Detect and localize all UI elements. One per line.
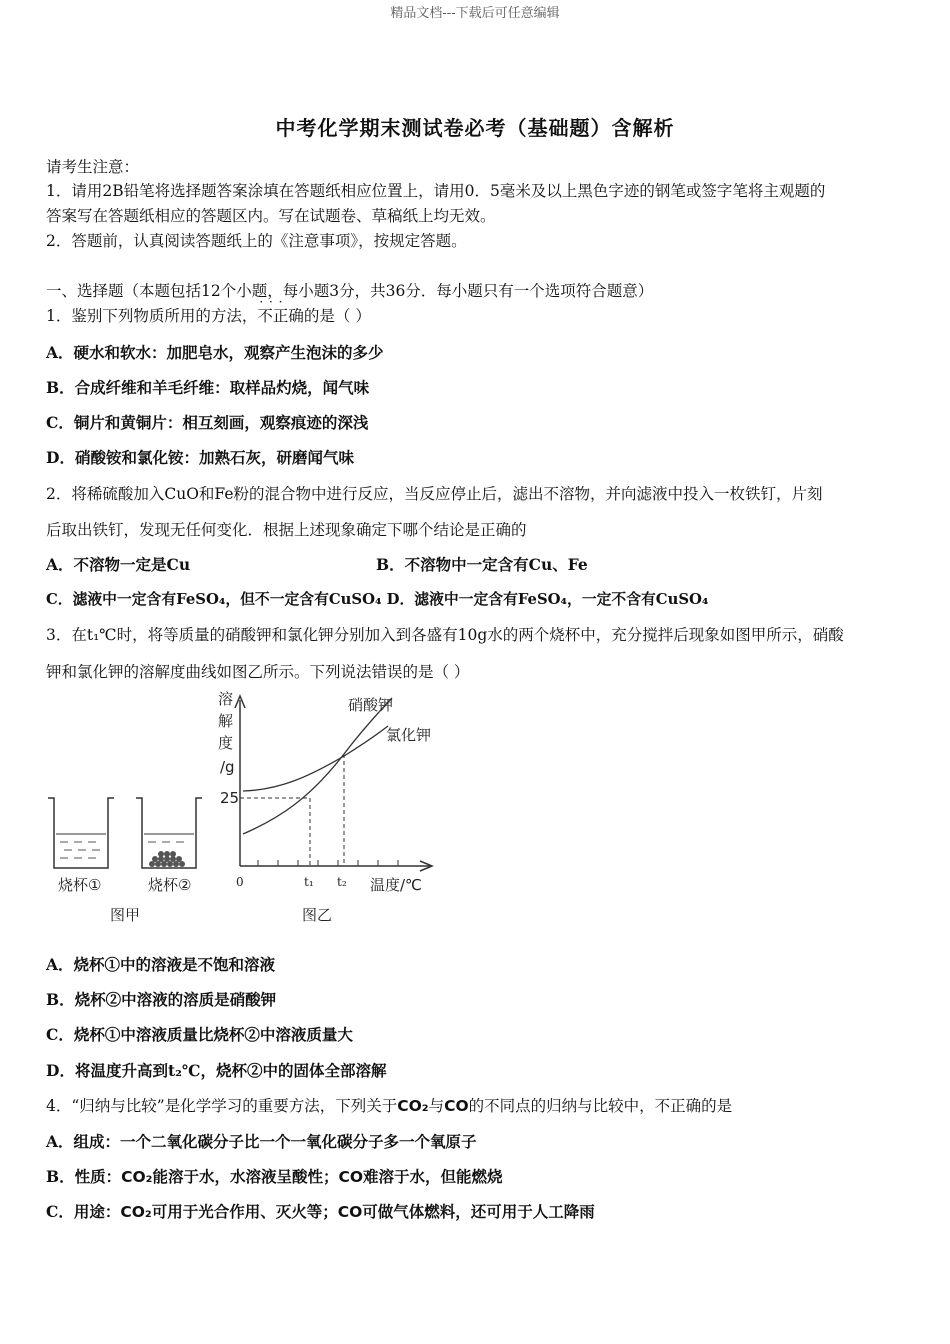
question-2-option-b: B．不溶物中一定含有Cu、Fe — [376, 555, 588, 574]
beaker-2-label: 烧杯② — [148, 876, 192, 894]
question-2-options-cd — [46, 588, 708, 609]
co2-formula: CO₂ — [397, 1097, 429, 1115]
question-1-option-c: C．铜片和黄铜片：相互刻画，观察痕迹的深浅 — [46, 413, 369, 432]
page-header: 精品文档---下载后可任意编辑 — [390, 6, 560, 21]
option-b-prefix: B．性质： — [46, 1167, 122, 1186]
notice-heading: 请考生注意： — [46, 158, 140, 176]
potassium-nitrate-curve — [243, 698, 392, 834]
question-1-stem — [46, 304, 371, 326]
question-4-stem-mid: 与 — [428, 1097, 445, 1115]
curve-label-potassium-nitrate: 硝酸钾 — [348, 696, 394, 714]
notice-line-2: 答案写在答题纸相应的答题区内。写在试题卷、草稿纸上均无效。 — [46, 207, 496, 225]
question-3-stem-line-2: 钾和氯化钾的溶解度曲线如图乙所示。下列说法错误的是（ ） — [46, 663, 470, 681]
x-axis-label: 温度/℃ — [370, 876, 422, 894]
question-3-figure — [40, 688, 460, 928]
beaker-2 — [136, 798, 202, 868]
option-b-co2: CO₂ — [121, 1168, 153, 1186]
question-2-option-c: C．滤液中一定含有FeSO₄，但不一定含有CuSO₄ — [46, 591, 382, 608]
y-tick-25: 25 — [220, 789, 240, 807]
question-4-option-c — [46, 1200, 595, 1222]
option-c-end: 可做气体燃料，还可用于人工降雨 — [362, 1202, 595, 1221]
potassium-chloride-curve — [243, 726, 388, 791]
x-origin-label: 0 — [236, 875, 244, 889]
question-4-stem — [46, 1094, 732, 1116]
co-formula: CO — [444, 1097, 469, 1115]
question-3-option-c: C．烧杯①中溶液质量比烧杯②中溶液质量大 — [46, 1025, 353, 1044]
question-2-stem-line-2: 后取出铁钉，发现无任何变化．根据上述现象确定下哪个结论是正确的 — [46, 521, 527, 539]
question-1-option-a: A．硬水和软水：加肥皂水，观察产生泡沫的多少 — [46, 343, 384, 362]
figure-a-label: 图甲 — [110, 906, 141, 924]
question-3-option-b: B．烧杯②中溶液的溶质是硝酸钾 — [46, 990, 277, 1009]
question-4-stem-end: 的不同点的归纳与比较中，不正确的是 — [468, 1097, 733, 1115]
option-c-co2: CO₂ — [120, 1203, 152, 1221]
question-4-stem-start: 4．“归纳与比较”是化学学习的重要方法，下列关于 — [46, 1097, 398, 1115]
beaker-1-label: 烧杯① — [58, 876, 102, 894]
question-4-option-a: A．组成：一个二氧化碳分子比一个一氧化碳分子多一个氧原子 — [46, 1132, 477, 1151]
figure-b-label: 图乙 — [302, 906, 333, 924]
option-c-co: CO — [337, 1203, 363, 1221]
question-3-option-a: A．烧杯①中的溶液是不饱和溶液 — [46, 955, 276, 974]
option-b-end: 难溶于水，但能燃烧 — [363, 1167, 503, 1186]
question-3-stem-line-1: 3．在t₁℃时，将等质量的硝酸钾和氯化钾分别加入到各盛有10g水的两个烧杯中，充分搅拌后现象如图甲所示，硝酸 — [46, 626, 844, 644]
question-4-option-b — [46, 1165, 503, 1187]
t1-label: t₁ — [304, 875, 314, 889]
solubility-chart — [235, 696, 432, 871]
option-b-co: CO — [338, 1168, 364, 1186]
question-1-stem-start: 1．鉴别下列物质所用的方法， — [46, 307, 258, 325]
page-title: 中考化学期末测试卷必考（基础题）含解析 — [275, 116, 675, 140]
question-1-emphasis: 不正确 · · · — [257, 307, 304, 325]
y-axis-label-1: 溶 — [218, 690, 234, 708]
beaker-1 — [48, 798, 114, 868]
question-1-option-d: D．硝酸铵和氯化铵：加熟石灰，研磨闻气味 — [46, 448, 354, 467]
curve-label-potassium-chloride: 氯化钾 — [386, 726, 432, 744]
question-3-option-d: D．将温度升高到t₂℃，烧杯②中的固体全部溶解 — [46, 1061, 387, 1080]
question-2-option-d: D．滤液中一定含有FeSO₄，一定不含有CuSO₄ — [386, 591, 709, 608]
option-b-middle: 能溶于水，水溶液呈酸性； — [152, 1167, 339, 1186]
option-c-middle: 可用于光合作用、灭火等； — [151, 1202, 338, 1221]
question-2-stem-line-1: 2．将稀硫酸加入CuO和Fe粉的混合物中进行反应，当反应停止后，滤出不溶物，并向滤液中投入一枚铁钉，片刻 — [46, 485, 823, 503]
notice-line-1: 1．请用2B铅笔将选择题答案涂填在答题纸相应位置上，请用0．5毫米及以上黑色字迹的钢笔或签字笔将主观题的 — [46, 182, 826, 200]
question-2-option-a: A．不溶物一定是Cu — [46, 555, 191, 574]
question-1-option-b: B．合成纤维和羊毛纤维：取样品灼烧，闻气味 — [46, 378, 370, 397]
y-axis-label-4: /g — [220, 758, 235, 776]
option-c-prefix: C．用途： — [46, 1202, 121, 1221]
notice-line-3: 2．答题前，认真阅读答题纸上的《注意事项》，按规定答题。 — [46, 232, 467, 250]
question-1-stem-end: 的是（ ） — [303, 307, 371, 325]
t2-label: t₂ — [337, 875, 347, 889]
y-axis-label-2: 解 — [218, 712, 234, 730]
section-heading: 一、选择题（本题包括12个小题，每小题3分，共36分．每小题只有一个选项符合题意） — [46, 282, 654, 300]
y-axis-label-3: 度 — [218, 734, 234, 752]
